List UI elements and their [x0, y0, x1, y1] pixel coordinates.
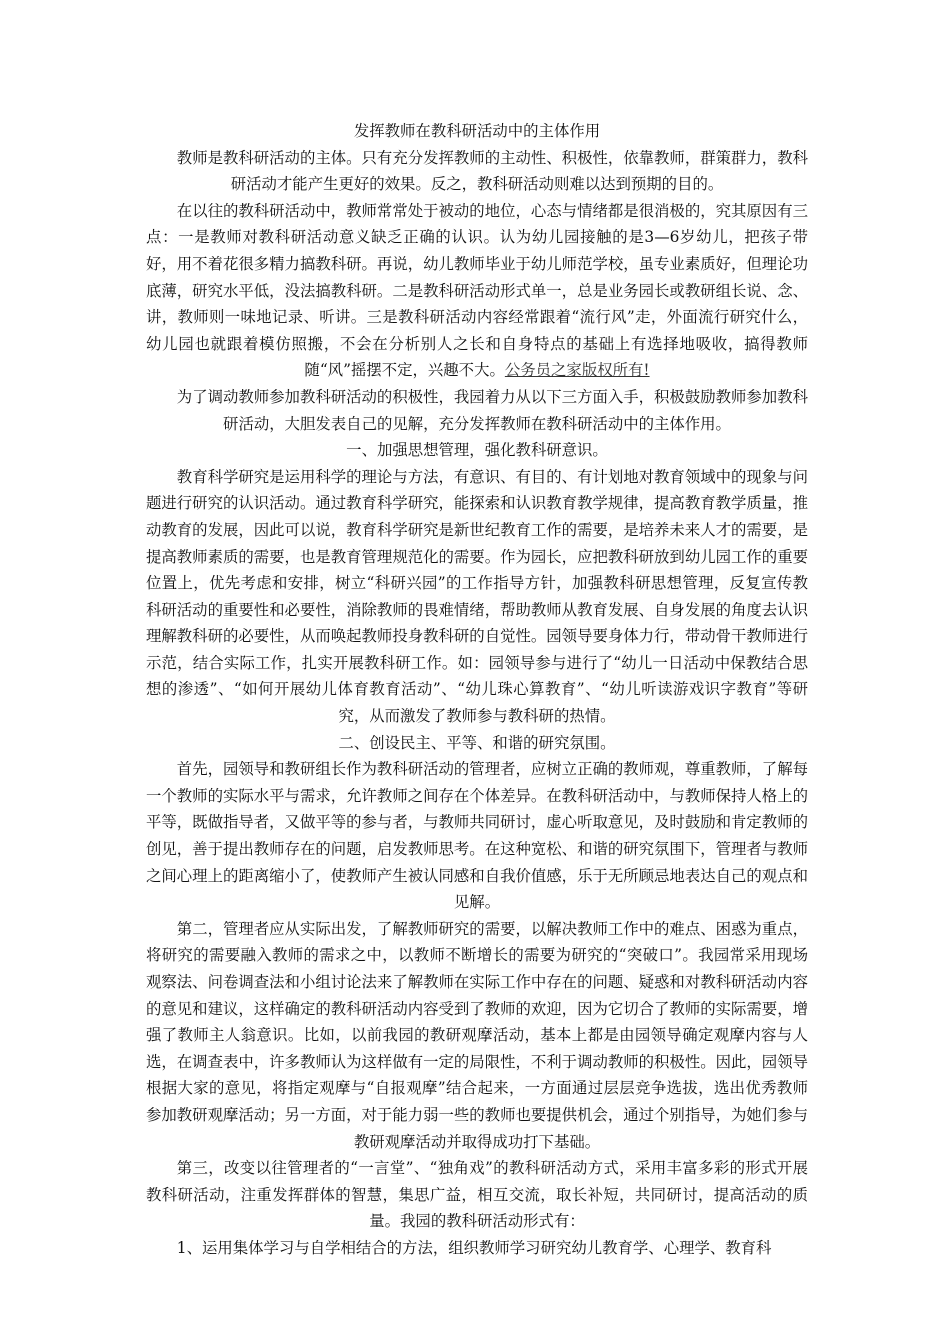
intro-paragraph-2-text: 在以往的教科研活动中，教师常常处于被动的地位，心态与情绪都是很消极的，究其原因有三点：一是教师对教科研活动意义缺乏正确的认识。认为幼儿园接触的是3—6岁幼儿，把孩子带好，用不着花很多精力搞教科研。再说，幼儿教师毕业于幼儿师范学校，虽专业素质好，但理论功底薄，研究水平低，没法搞教科研。二是教科研活动形式单一，总是业务园长或教研组长说、念、讲，教师则一味地记录、听讲。三是教科研活动内容经常跟着“流行风”走，外面流行研究什么，幼儿园也就跟着模仿照搬，不会在分析别人之长和自身特点的基础上有选择地吸收，搞得教师随“风”摇摆不定，兴趣不大。 — [146, 201, 808, 380]
copyright-link[interactable]: 公务员之家版权所有! — [504, 361, 650, 380]
intro-paragraph-2 — [146, 198, 808, 384]
section-1-paragraph-1: 教育科学研究是运用科学的理论与方法，有意识、有目的、有计划地对教育领域中的现象与问题进行研究的认识活动。通过教育科学研究，能探索和认识教育教学规律，提高教育教学质量，推动教育的发展，因此可以说，教育科学研究是新世纪教育工作的需要，是培养未来人才的需要，是提高教师素质的需要，也是教育管理规范化的需要。作为园长，应把教科研放到幼儿园工作的重要位置上，优先考虑和安排，树立“科研兴园”的工作指导方针，加强教科研思想管理，反复宣传教科研活动的重要性和必要性，消除教师的畏难情绪，帮助教师从教育发展、自身发展的角度去认识理解教科研的必要性，从而唤起教师投身教科研的自觉性。园领导要身体力行，带动骨干教师进行示范，结合实际工作，扎实开展教科研工作。如：园领导参与进行了“幼儿一日活动中保教结合思想的渗透”、“如何开展幼儿体育教育活动”、“幼儿珠心算教育”、“幼儿听读游戏识字教育”等研究，从而激发了教师参与教科研的热情。 — [146, 467, 808, 726]
list-item-1: 1、运用集体学习与自学相结合的方法，组织教师学习研究幼儿教育学、心理学、教育科 — [176, 1238, 772, 1257]
section-2-heading: 二、创设民主、平等、和谐的研究氛围。 — [338, 733, 616, 752]
intro-paragraph-1: 教师是教科研活动的主体。只有充分发挥教师的主动性、积极性，依靠教师，群策群力，教科研活动才能产生更好的效果。反之，教科研活动则难以达到预期的目的。 — [176, 148, 808, 194]
section-2-paragraph-2: 第二，管理者应从实际出发，了解教师研究的需要，以解决教师工作中的难点、困惑为重点，将研究的需要融入教师的需求之中，以教师不断增长的需要为研究的“突破口”。我园常采用现场观察法、问卷调查法和小组讨论法来了解教师在实际工作中存在的问题、疑惑和对教科研活动内容的意见和建议，这样确定的教科研活动内容受到了教师的欢迎，因为它切合了教师的实际需要，增强了教师主人翁意识。比如，以前我园的教研观摩活动，基本上都是由园领导确定观摩内容与人选，在调查表中，许多教师认为这样做有一定的局限性，不利于调动教师的积极性。因此，园领导根据大家的意见，将指定观摩与“自报观摩”结合起来，一方面通过层层竞争选拔，选出优秀教师参加教研观摩活动；另一方面，对于能力弱一些的教师也要提供机会，通过个别指导，为她们参与教研观摩活动并取得成功打下基础。 — [146, 919, 808, 1151]
section-2-paragraph-1: 首先，园领导和教研组长作为教科研活动的管理者，应树立正确的教师观，尊重教师，了解每一个教师的实际水平与需求，允许教师之间存在个体差异。在教科研活动中，与教师保持人格上的平等，既做指导者，又做平等的参与者，与教师共同研讨，虚心听取意见，及时鼓励和肯定教师的创见，善于提出教师存在的问题，启发教师思考。在这种宽松、和谐的研究氛围下，管理者与教师之间心理上的距离缩小了，使教师产生被认同感和自我价值感，乐于无所顾忌地表达自己的观点和见解。 — [146, 760, 808, 912]
section-2-paragraph-3: 第三，改变以往管理者的“一言堂”、“独角戏”的教科研活动方式，采用丰富多彩的形式开展教科研活动，注重发挥群体的智慧，集思广益，相互交流，取长补短，共同研讨，提高活动的质量。我园的教科研活动形式有： — [146, 1159, 808, 1231]
section-1-heading: 一、加强思想管理，强化教科研意识。 — [346, 441, 608, 460]
document-page — [146, 118, 808, 1262]
purpose-paragraph: 为了调动教师参加教科研活动的积极性，我园着力从以下三方面入手，积极鼓励教师参加教科研活动，大胆发表自己的见解，充分发挥教师在教科研活动中的主体作用。 — [176, 387, 808, 433]
document-title: 发挥教师在教科研活动中的主体作用 — [353, 122, 601, 140]
